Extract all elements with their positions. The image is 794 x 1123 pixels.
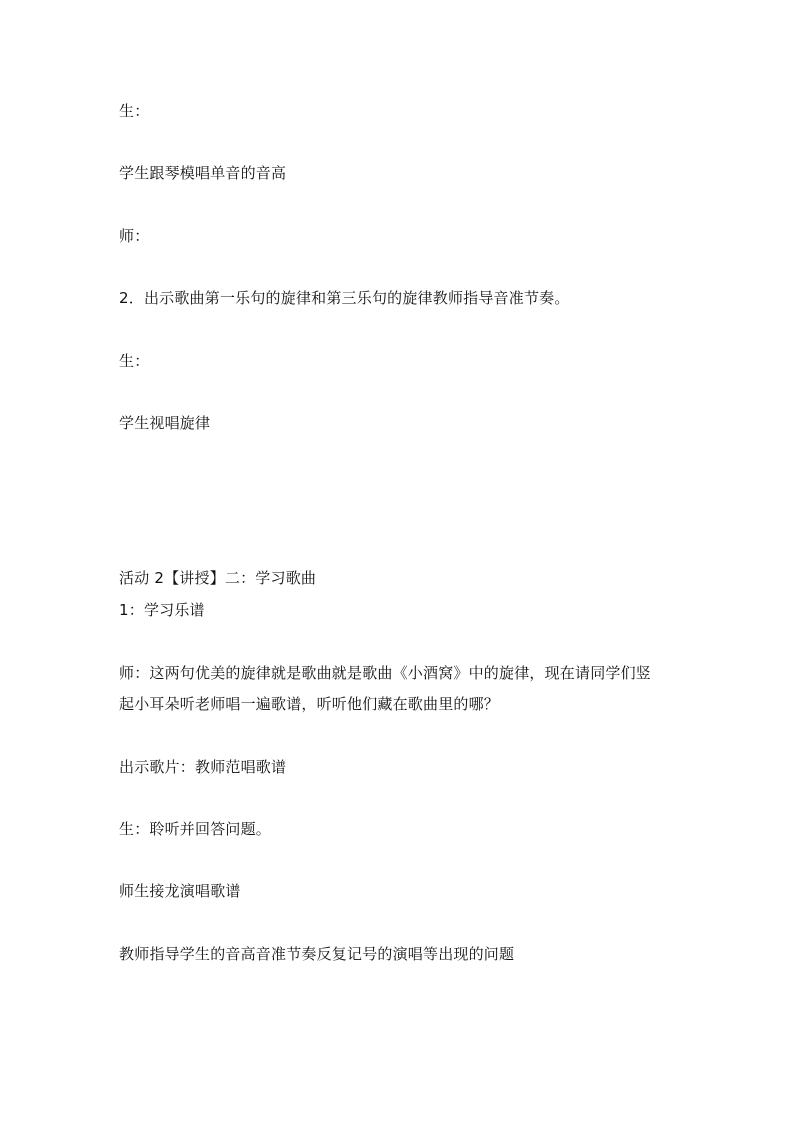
subsection-heading: 1：学习乐谱: [119, 601, 205, 619]
speaker-label-teacher: 师：: [119, 227, 150, 245]
speaker-label-student: 生：: [119, 352, 150, 370]
section-heading: 活动 2【讲授】二：学习歌曲: [119, 569, 317, 587]
paragraph: 学生跟琴模唱单音的音高: [119, 164, 287, 182]
paragraph: 学生视唱旋律: [119, 414, 211, 432]
speaker-label-student: 生：: [119, 102, 150, 120]
paragraph: 师：这两句优美的旋律就是歌曲就是歌曲《小酒窝》中的旋律，现在请同学们竖: [119, 664, 652, 682]
paragraph: 教师指导学生的音高音准节奏反复记号的演唱等出现的问题: [119, 945, 515, 963]
paragraph: 师生接龙演唱歌谱: [119, 882, 241, 900]
paragraph: 出示歌片：教师范唱歌谱: [119, 758, 287, 776]
paragraph: 生：聆听并回答问题。: [119, 820, 272, 838]
paragraph-continuation: 起小耳朵听老师唱一遍歌谱，听听他们藏在歌曲里的哪？: [119, 695, 500, 713]
paragraph: 2．出示歌曲第一乐句的旋律和第三乐句的旋律教师指导音准节奏。: [119, 289, 570, 307]
